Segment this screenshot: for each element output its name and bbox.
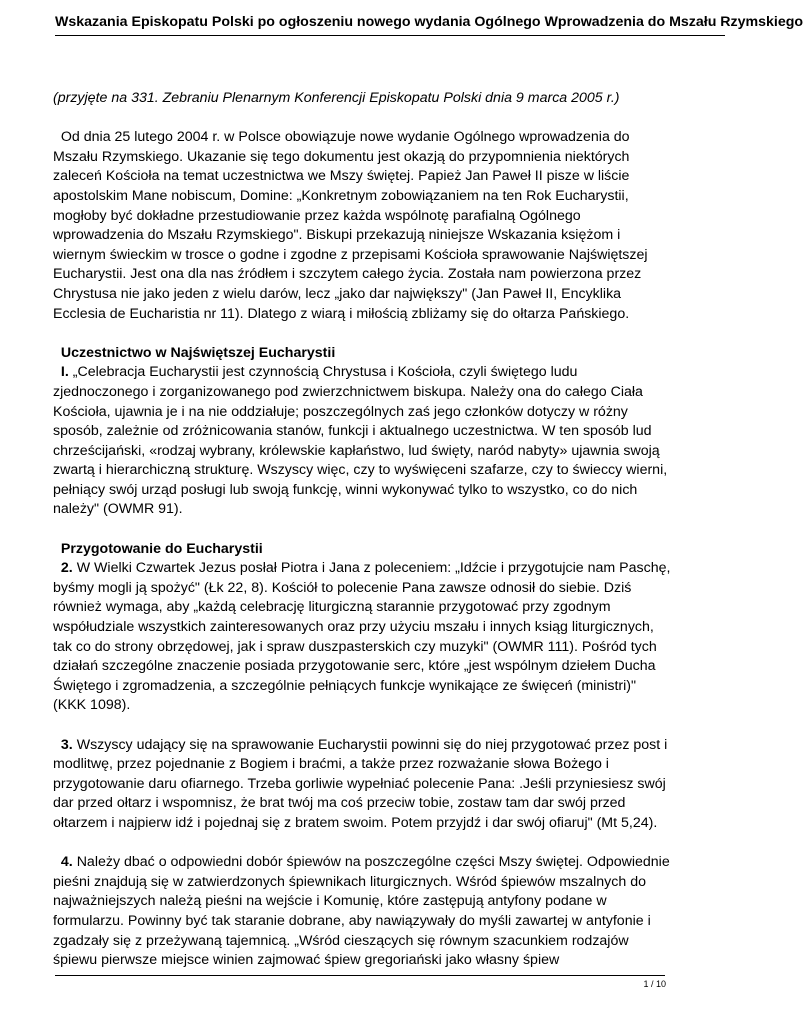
section-heading-text: Przygotowanie do Eucharystii: [60, 540, 263, 557]
section-heading-participation: [53, 344, 673, 364]
section-paragraph-3: [53, 736, 673, 834]
document-header-title: Wskazania Episkopatu Polski po ogłoszeniu nowego wydania Ogólnego Wprowadzenia do Mszału Rzymskiego: [55, 14, 803, 30]
point-text: Należy dbać o odpowiedni dobór śpiewów na poszczególne części Mszy świętej. Odpowiednie pieśni znajdują się w zatwierdzonych śpiewnikach liturgicznych. Wśród śpiewów mszalnych do najważniejszych należą pieśni na wejście i Komunię, które zastępują antyfony podane w formularzu. Powinny być tak staranie dobrane, aby nawiązywały do myśli zawartej w antyfonie i zgadzały się z przeżywaną tajemnicą. „Wśród cieszących się równym szacunkiem rodzajów śpiewu pierwsze miejsce winien zajmować śpiew gregoriański jako własny śpiew: [53, 854, 670, 969]
paragraph-spacer: [53, 716, 673, 736]
point-number: I.: [60, 364, 69, 381]
point-number: 4.: [60, 854, 73, 871]
paragraph-spacer: [53, 520, 673, 540]
intro-note: (przyjęte na 331. Zebraniu Plenarnym Konferencji Episkopatu Polski dnia 9 marca 2005 r.): [53, 90, 620, 106]
opening-paragraph: [53, 128, 673, 324]
footer-divider: [55, 975, 665, 976]
paragraph-spacer: [53, 109, 673, 129]
point-text: W Wielki Czwartek Jezus posłał Piotra i Jana z poleceniem: „Idźcie i przygotujcie nam Paschę, byśmy mogli ją spożyć" (Łk 22, 8). Kościół to polecenie Pana zawsze odnosił do siebie. Dziś również wymaga, aby „każdą celebrację liturgiczną starannie przygotować przy zgodnym współudziale wszystkich zainteresowanych oraz przy użyciu mszału i innych ksiąg liturgicznych, tak co do strony obrzędowej, jak i spraw duszpasterskich czy muzyki" (OWMR 111). Pośród tych działań szczególne znaczenie posiada przygotowanie serc, które „jest wspólnym dziełem Ducha Świętego i zgromadzenia, a szczególnie pełniących funkcje wynikające ze święceń (ministri)" (KKK 1098).: [53, 560, 671, 714]
section-heading-text: Uczestnictwo w Najświętszej Eucharystii: [60, 344, 336, 361]
opening-paragraph-text: Od dnia 25 lutego 2004 r. w Polsce obowiązuje nowe wydanie Ogólnego wprowadzenia do Mszału Rzymskiego. Ukazanie się tego dokumentu jest okazją do przypomnienia niektórych zaleceń Kościoła na temat uczestnictwa we Mszy świętej. Papież Jan Paweł II pisze w liście apostolskim Mane nobiscum, Domine: „Konkretnym zobowiązaniem na ten Rok Eucharystii, mogłoby być dokładne przestudiowanie przez każda wspólnotę parafialną Ogólnego wprowadzenia do Mszału Rzymskiego". Biskupi przekazują niniejsze Wskazania księżom i wiernym świeckim w trosce o godne i zgodne z przepisami Kościoła sprawowanie Najświętszej Eucharystii. Jest ona dla nas źródłem i szczytem całego życia. Została nam powierzona przez Chrystusa nie jako jeden z wielu darów, lecz „jako dar największy" (Jan Paweł II, Encyklika Ecclesia de Eucharistia nr 11). Dlatego z wiarą i miłością zbliżamy się do ołtarza Pańskiego.: [53, 129, 648, 322]
page-number: 1 / 10: [643, 979, 666, 989]
header-divider: [55, 35, 725, 36]
point-number: 3.: [60, 736, 73, 753]
document-body: [53, 89, 673, 971]
section-paragraph-1: [53, 363, 673, 520]
point-text: Wszyscy udający się na sprawowanie Eucharystii powinni się do niej przygotować przez post i modlitwę, przez pojednanie z Bogiem i braćmi, a także przez rozważanie słowa Bożego i przygotowanie daru ofiarnego. Trzeba gorliwie wypełniać polecenie Pana: .Jeśli przyniesiesz swój dar przed ołtarz i wspomnisz, że brat twój ma coś przeciw tobie, zostaw tam dar swój przed ołtarzem i najpierw idź i pojednaj się z bratem swoim. Potem przyjdź i dar swój ofiaruj" (Mt 5,24).: [53, 736, 668, 831]
point-number: 2.: [60, 560, 73, 577]
section-paragraph-4: [53, 853, 673, 971]
point-text: „Celebracja Eucharystii jest czynnością Chrystusa i Kościoła, czyli świętego ludu zjednoczonego i zorganizowanego pod zwierzchnictwem biskupa. Należy ona do całego Ciała Kościoła, ujawnia je i na nie oddziałuje; poszczególnych zaś jego członków dotyczy w różny sposób, zależnie od zróżnicowania stanów, funkcji i aktualnego uczestnictwa. W ten sposób lud chrześcijański, «rodzaj wybrany, królewskie kapłaństwo, lud święty, naród nabyty» ujawnia swoją zwartą i hierarchiczną strukturę. Wszyscy więc, czy to wyświęceni szafarze, czy to świeccy wierni, pełniący swój urząd posługi lub swoją funkcję, winni wykonywać tylko to wszystko, co do nich należy" (OWMR 91).: [53, 364, 668, 518]
paragraph-spacer: [53, 324, 673, 344]
section-paragraph-2: [53, 559, 673, 716]
section-heading-preparation: [53, 540, 673, 560]
paragraph-spacer: [53, 834, 673, 854]
